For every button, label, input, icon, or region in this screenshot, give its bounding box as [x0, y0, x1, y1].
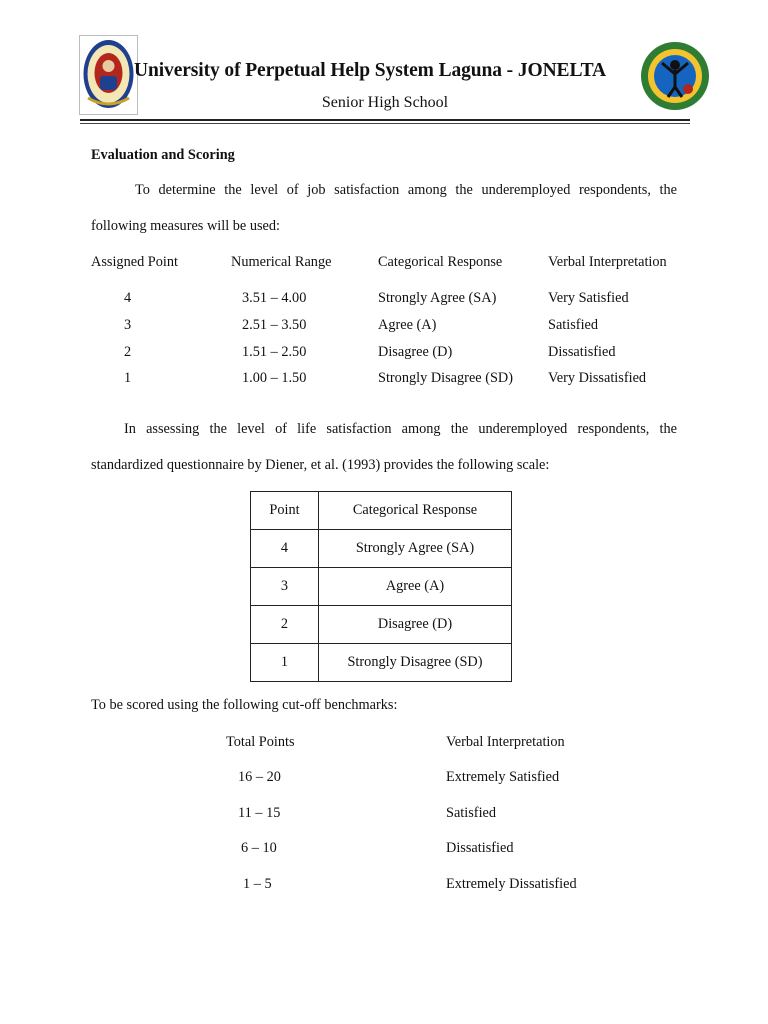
- job-table-cell: 3: [124, 317, 132, 333]
- cutoff-cell: Extremely Satisfied: [446, 769, 560, 785]
- job-table-cell: Satisfied: [548, 317, 599, 333]
- job-table-cell: 4: [124, 290, 132, 306]
- table-row: [251, 530, 512, 568]
- life-table-cell: Strongly Agree (SA): [319, 530, 512, 568]
- life-table-cell: Disagree (D): [319, 606, 512, 644]
- table-row: [251, 492, 512, 530]
- life-table-cell: Agree (A): [319, 568, 512, 606]
- job-table-cell: 3.51 – 4.00: [242, 290, 307, 306]
- table-row: [251, 568, 512, 606]
- cutoff-cell: 16 – 20: [238, 769, 281, 785]
- job-table-cell: Very Satisfied: [548, 290, 629, 306]
- header-rule: [80, 119, 690, 121]
- cutoff-cell: Extremely Dissatisfied: [446, 876, 577, 892]
- job-table-cell: Dissatisfied: [548, 344, 616, 360]
- paragraph-1-line-2: following measures will be used:: [91, 218, 281, 234]
- school-subtitle: Senior High School: [321, 94, 449, 111]
- cutoff-cell: 11 – 15: [238, 805, 281, 821]
- paragraph-1-line-1: To determine the level of job satisfaction among the underemployed respondents, the: [135, 182, 677, 198]
- cutoff-intro: To be scored using the following cut-off benchmarks:: [91, 697, 398, 713]
- header-rule-thin: [80, 123, 690, 124]
- job-table-cell: Agree (A): [378, 317, 437, 333]
- section-heading: Evaluation and Scoring: [91, 147, 235, 163]
- life-table-cell: 3: [251, 568, 319, 606]
- cutoff-cell: 1 – 5: [243, 876, 272, 892]
- job-table-header: Numerical Range: [231, 254, 332, 270]
- life-table-cell: 1: [251, 644, 319, 682]
- university-seal-icon: [80, 36, 137, 114]
- job-table-cell: 1.00 – 1.50: [242, 370, 307, 386]
- senior-high-school-seal-icon: [640, 41, 710, 111]
- table-row: [251, 606, 512, 644]
- table-row: [251, 644, 512, 682]
- senior-high-logo: [640, 41, 710, 111]
- cutoff-header: Total Points: [226, 734, 295, 750]
- life-table-cell: 4: [251, 530, 319, 568]
- job-table-cell: Strongly Agree (SA): [378, 290, 497, 306]
- university-title: University of Perpetual Help System Laguna - JONELTA: [134, 60, 607, 81]
- job-table-cell: 2.51 – 3.50: [242, 317, 307, 333]
- cutoff-cell: Dissatisfied: [446, 840, 514, 856]
- job-table-cell: 1: [124, 370, 132, 386]
- university-logo: [79, 35, 138, 115]
- job-table-header: Verbal Interpretation: [548, 254, 667, 270]
- job-table-cell: 1.51 – 2.50: [242, 344, 307, 360]
- life-table-cell: 2: [251, 606, 319, 644]
- paragraph-2-line-2: standardized questionnaire by Diener, et al. (1993) provides the following scale:: [91, 457, 550, 473]
- cutoff-header: Verbal Interpretation: [446, 734, 565, 750]
- job-table-header: Categorical Response: [378, 254, 503, 270]
- job-table-header: Assigned Point: [91, 254, 178, 270]
- life-table-header: Point: [251, 492, 319, 530]
- cutoff-cell: Satisfied: [446, 805, 497, 821]
- paragraph-2-line-1: In assessing the level of life satisfaction among the underemployed respondents, the: [124, 421, 677, 437]
- life-satisfaction-table: [250, 491, 512, 682]
- job-table-cell: Very Dissatisfied: [548, 370, 647, 386]
- job-table-cell: 2: [124, 344, 132, 360]
- cutoff-cell: 6 – 10: [241, 840, 277, 856]
- job-table-cell: Strongly Disagree (SD): [378, 370, 514, 386]
- life-table-header: Categorical Response: [319, 492, 512, 530]
- job-table-cell: Disagree (D): [378, 344, 453, 360]
- life-table-cell: Strongly Disagree (SD): [319, 644, 512, 682]
